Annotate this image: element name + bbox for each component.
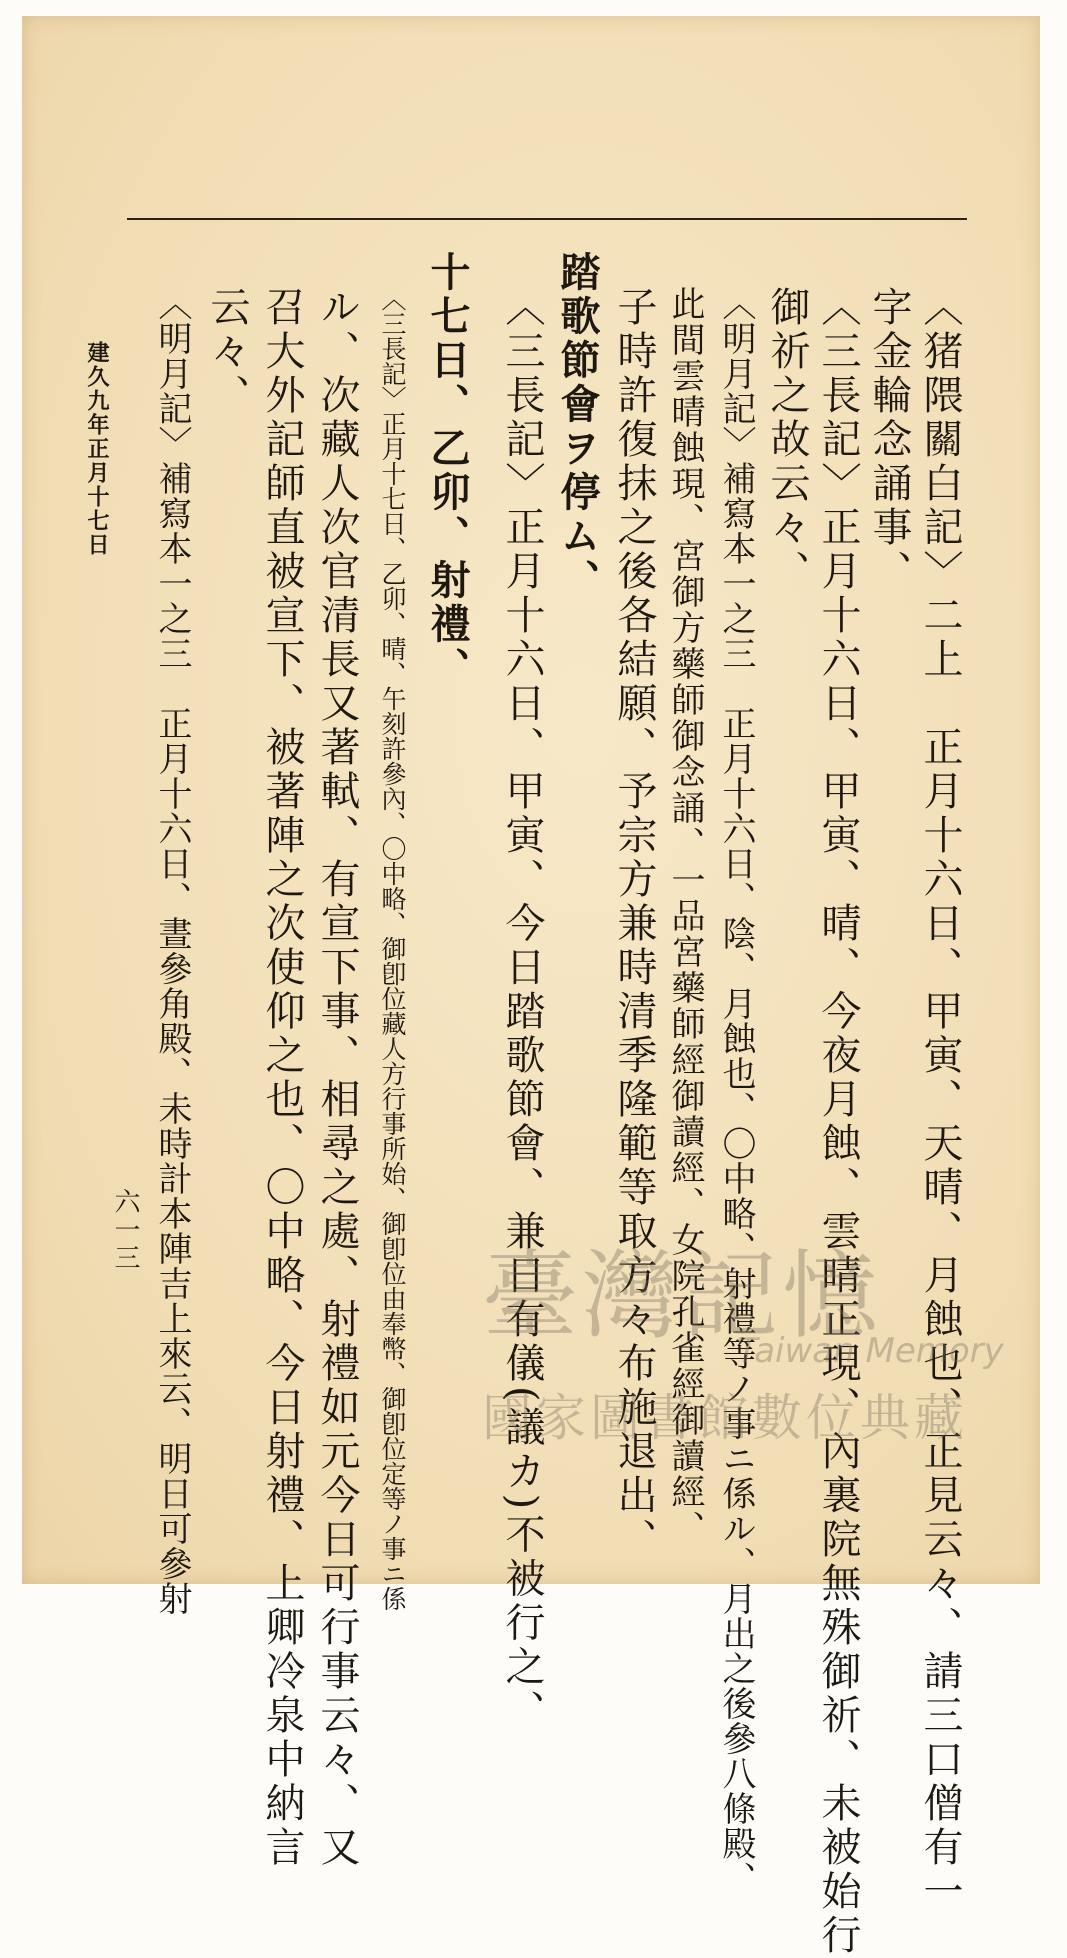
text-column: 子時許復抹之後各結願、予宗方兼時清季隆範等取方々布施退出、 — [611, 286, 657, 1562]
text-column: 〈三長記〉正月十六日、甲寅、晴、今夜月蝕、雲晴正現、內裏院無殊御祈、未被始行 — [815, 286, 861, 1958]
watermark-organization: 國家圖書館數位典藏 — [482, 1389, 968, 1447]
text-column: 御祈之故云々、 — [764, 286, 810, 594]
watermark-english: Taiwan Memory — [737, 1331, 1004, 1371]
watermark-logo: 臺灣記憶 — [482, 1240, 882, 1352]
text-column: 此間雲晴蝕現、宮御方藥師御念誦、一品宮藥師經御讀經、女院孔雀經御讀經、 — [665, 286, 705, 1546]
text-column: 云々、 — [204, 286, 250, 418]
text-column: 召大外記師直被宣下、被著陣之次使仰之也、〇中略、今日射禮、上卿冷泉中納言 — [259, 286, 305, 1870]
header-rule — [127, 218, 967, 220]
running-footer: 建久九年正月十七日 — [84, 341, 110, 557]
text-column: 〈猪隈關白記〉二上 正月十六日、甲寅、天晴、月蝕也、正見云々、請三口僧有一 — [917, 286, 963, 1914]
text-column: 〈明月記〉補寫本一之三 正月十六日、陰、月蝕也、〇中略、射禮等ノ事ニ係ル、月出之後參八條殿、 — [716, 286, 756, 1896]
text-column: 〈三長記〉正月十六日、甲寅、今日踏歌節會、兼日有儀(議カ)不被行之、 — [499, 286, 545, 1734]
text-column: 字金輪念誦事、 — [866, 286, 912, 594]
text-column: 十七日、乙卯、射禮、 — [424, 251, 471, 691]
text-column: 踏歌節會ヲ停ム、 — [554, 251, 601, 603]
text-column: 〈明月記〉補寫本一之三 正月十六日、晝參角殿、未時計本陣吉上來云、明日可參射 — [152, 286, 192, 1616]
text-column: 〈三長記〉正月十七日、乙卯、晴、午刻許參內、〇中略、御卽位藏人方行事所始、御卽位由奉幣、御卽位定等ノ事ニ係 — [378, 286, 407, 1611]
book-page — [22, 16, 1040, 1958]
text-column: ル、次藏人次官清長又著軾、有宣下事、相尋之處、射禮如元今日可行事云々、又 — [314, 286, 360, 1870]
page-number: 六一三 — [110, 1188, 140, 1272]
